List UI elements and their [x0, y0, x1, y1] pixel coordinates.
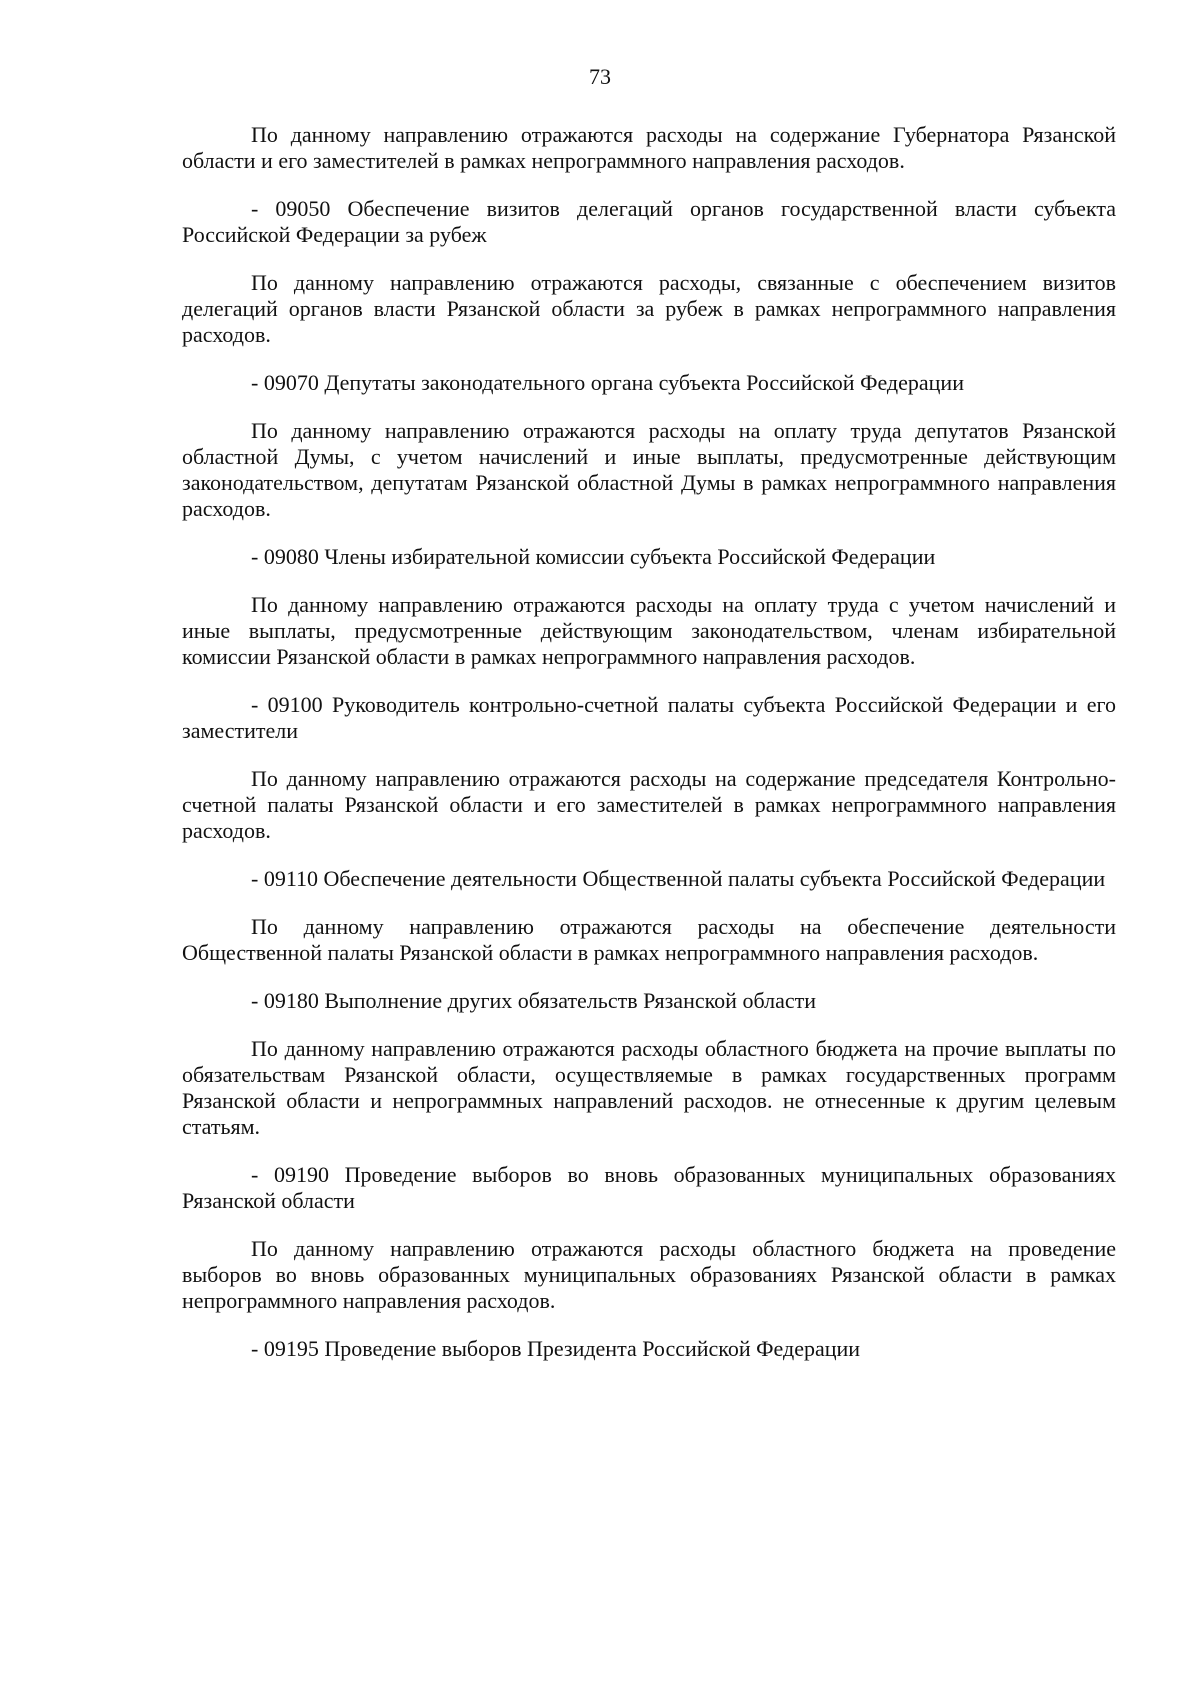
heading-09110: - 09110 Обеспечение деятельности Общественной палаты субъекта Российской Федерации	[251, 866, 1106, 891]
paragraph-audit-chamber: По данному направлению отражаются расходы на содержание председателя Контрольно-счетной палаты Рязанской области и его заместителей в рамках непрограммного направления расходов.	[182, 766, 1116, 843]
document-body	[182, 122, 1116, 1362]
paragraph-governor-expenses: По данному направлению отражаются расходы на содержание Губернатора Рязанской области и его заместителей в рамках непрограммного направления расходов.	[182, 122, 1116, 173]
paragraph-public-chamber: По данному направлению отражаются расходы на обеспечение деятельности Общественной палаты Рязанской области в рамках непрограммного направления расходов.	[182, 914, 1116, 965]
paragraph-other-obligations: По данному направлению отражаются расходы областного бюджета на прочие выплаты по обязательствам Рязанской области, осуществляемые в рамках государственных программ Рязанской области и непрограммных направлений расходов. не отнесенные к другим целевым статьям.	[182, 1036, 1116, 1139]
paragraph-delegation-visits: По данному направлению отражаются расходы, связанные с обеспечением визитов делегаций органов власти Рязанской области за рубеж в рамках непрограммного направления расходов.	[182, 270, 1116, 347]
paragraph-municipal-elections: По данному направлению отражаются расходы областного бюджета на проведение выборов во вновь образованных муниципальных образованиях Рязанской области в рамках непрограммного направления расходов.	[182, 1236, 1116, 1313]
heading-09190: - 09190 Проведение выборов во вновь образованных муниципальных образованиях Рязанской области	[182, 1162, 1116, 1213]
heading-09050: - 09050 Обеспечение визитов делегаций органов государственной власти субъекта Российской Федерации за рубеж	[182, 196, 1116, 247]
paragraph-election-commission: По данному направлению отражаются расходы на оплату труда с учетом начислений и иные выплаты, предусмотренные действующим законодательством, членам избирательной комиссии Рязанской области в рамках непрограммного направления расходов.	[182, 592, 1116, 669]
heading-09180: - 09180 Выполнение других обязательств Рязанской области	[251, 988, 816, 1013]
heading-09070: - 09070 Депутаты законодательного органа субъекта Российской Федерации	[251, 370, 964, 395]
paragraph-deputies: По данному направлению отражаются расходы на оплату труда депутатов Рязанской областной Думы, с учетом начислений и иные выплаты, предусмотренные действующим законодательством, депутатам Рязанской областной Думы в рамках непрограммного направления расходов.	[182, 418, 1116, 521]
heading-09195: - 09195 Проведение выборов Президента Российской Федерации	[251, 1336, 861, 1361]
heading-09100: - 09100 Руководитель контрольно-счетной палаты субъекта Российской Федерации и его заместители	[182, 692, 1116, 743]
page-number: 73	[589, 64, 611, 89]
heading-09080: - 09080 Члены избирательной комиссии субъекта Российской Федерации	[251, 544, 936, 569]
